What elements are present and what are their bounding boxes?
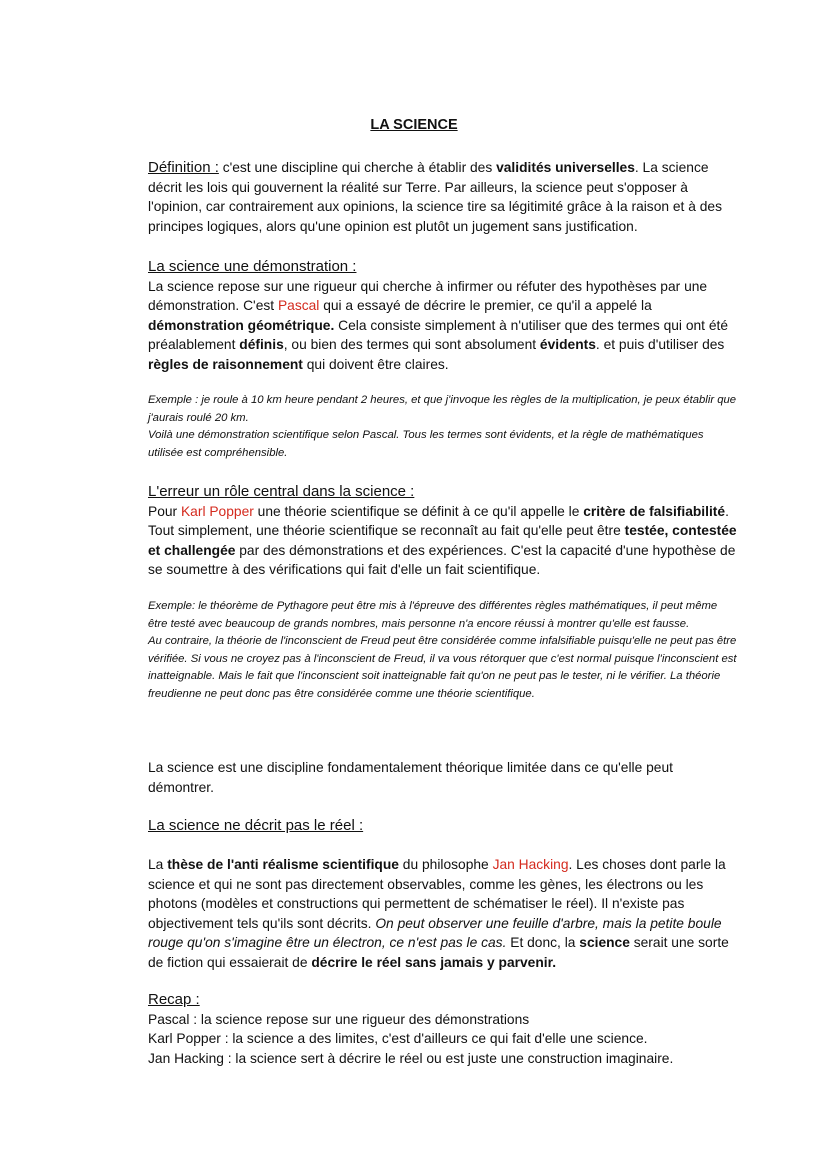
erreur-text: Pour — [148, 503, 181, 519]
reel-text: serait une sorte de fiction qui essaierait de — [148, 935, 729, 970]
example-text: Exemple: le théorème de Pythagore peut être mis à l'épreuve des différentes règles mathématiques, il peut même être testé avec beaucoup de grands nombres, mais personne n'a encore réussi à montrer qu'elle est fausse. — [148, 600, 718, 630]
reel-text: . Les choses dont parle la science et qui ne sont pas directement observables, comme les gènes, les électrons ou les photons (modèles et constructions qui permettent de schématiser le réel). Il n'existe pas objectivement tels qu'ils sont décrits. — [148, 857, 726, 931]
reel-text: La — [148, 857, 168, 872]
recap-section — [148, 990, 738, 1068]
demo-bold: règles de raisonnement — [148, 356, 303, 372]
reel-section — [148, 816, 738, 836]
name-karl-popper: Karl Popper — [180, 503, 254, 519]
reel-bold: science — [579, 935, 630, 950]
demo-bold: évidents — [539, 337, 596, 352]
example-text: Au contraire, la théorie de l'inconscient de Freud peut être considérée comme infalsifiable puisqu'elle ne peut pas être vérifiée. Si vous ne croyez pas à l'inconscient de Freud, il va vous rétorquer que c'est normal puisque l'inconscient est inatteignable. Mais le fait que l'inconscient soit inatteignable fait qu'on ne peut pas le tester, ni le vérifier. La théorie freudienne ne peut donc pas être considérée comme une théorie scientifique. — [148, 635, 737, 700]
demo-text: La science repose sur une rigueur qui cherche à infirmer ou réfuter des hypothèses par une démonstration. C'est — [148, 278, 708, 313]
name-jan-hacking: Jan Hacking — [492, 857, 569, 872]
definition-label: Définition : — [148, 159, 219, 176]
erreur-paragraph — [148, 502, 738, 580]
name-pascal: Pascal — [277, 298, 320, 313]
erreur-section — [148, 482, 738, 580]
demo-bold: définis — [239, 337, 284, 352]
erreur-example — [148, 598, 738, 703]
reel-bold: décrire le réel sans jamais y parvenir. — [311, 954, 557, 970]
erreur-bold: critère de falsifiabilité — [583, 503, 726, 519]
recap-line: Jan Hacking : la science sert à décrire le réel ou est juste une construction imaginaire. — [148, 1050, 674, 1066]
page-title: LA SCIENCE — [370, 117, 458, 133]
demo-text: . et puis d'utiliser des — [595, 337, 725, 352]
reel-bold: thèse de l'anti réalisme scientifique — [167, 857, 399, 872]
example-text: Exemple : je roule à 10 km heure pendant 2 heures, et que j'invoque les règles de la multiplication, je peux établir que j'aurais roulé 20 km. — [148, 394, 737, 424]
section-heading: La science ne décrit pas le réel : — [148, 817, 364, 834]
erreur-text: . Tout simplement, une théorie scientifique se reconnaît au fait qu'elle peut être — [148, 503, 729, 538]
reel-paragraph — [148, 855, 738, 972]
section-heading: L'erreur un rôle central dans la science : — [148, 483, 415, 500]
demo-text: qui a essayé de décrire le premier, ce qu'il a appelé la — [319, 298, 652, 313]
reel-text: Et donc, la — [506, 935, 580, 950]
demo-section — [148, 257, 738, 374]
definition-paragraph — [148, 158, 738, 236]
demo-text: Cela consiste simplement à n'utiliser que des termes qui ont été préalablement — [148, 317, 729, 352]
example-text: Voilà une démonstration scientifique selon Pascal. Tous les termes sont évidents, et la règle de mathématiques utilisée est compréhensible. — [148, 429, 704, 459]
demo-paragraph — [148, 277, 738, 375]
definition-text: . La science décrit les lois qui gouvernent la réalité sur Terre. Par ailleurs, la science peut s'opposer à l'opinion, car contrairement aux opinions, la science tire sa légitimité grâce à la raison et à des principes logiques, alors qu'une opinion est plutôt un jugement sans justification. — [148, 160, 722, 234]
definition-text: c'est une discipline qui cherche à établir des — [218, 160, 497, 175]
erreur-conclusion — [148, 758, 738, 797]
recap-line: Karl Popper : la science a des limites, c'est d'ailleurs ce qui fait d'elle une science. — [148, 1031, 648, 1046]
demo-text: , ou bien des termes qui sont absolument — [283, 337, 540, 352]
reel-text: du philosophe — [398, 857, 493, 872]
recap-heading: Recap : — [148, 991, 200, 1008]
conclusion-text: La science est une discipline fondamentalement théorique limitée dans ce qu'elle peut démontrer. — [148, 760, 673, 795]
erreur-bold: testée, contestée et challengée — [148, 523, 737, 558]
demo-bold: démonstration géométrique. — [148, 317, 335, 333]
definition-bold: validités universelles — [496, 160, 635, 175]
section-heading: La science une démonstration : — [148, 258, 357, 275]
recap-line: Pascal : la science repose sur une rigueur des démonstrations — [148, 1011, 530, 1027]
erreur-text: une théorie scientifique se définit à ce qu'il appelle le — [253, 503, 584, 519]
erreur-text: par des démonstrations et des expériences. C'est la capacité d'une hypothèse de se soumettre à des vérifications qui fait d'elle un fait scientifique. — [148, 542, 736, 577]
reel-italic: On peut observer une feuille d'arbre, mais la petite boule rouge qu'on s'imagine être un électron, ce n'est pas le cas. — [148, 915, 722, 950]
demo-example — [148, 392, 738, 462]
demo-text: qui doivent être claires. — [302, 356, 449, 372]
